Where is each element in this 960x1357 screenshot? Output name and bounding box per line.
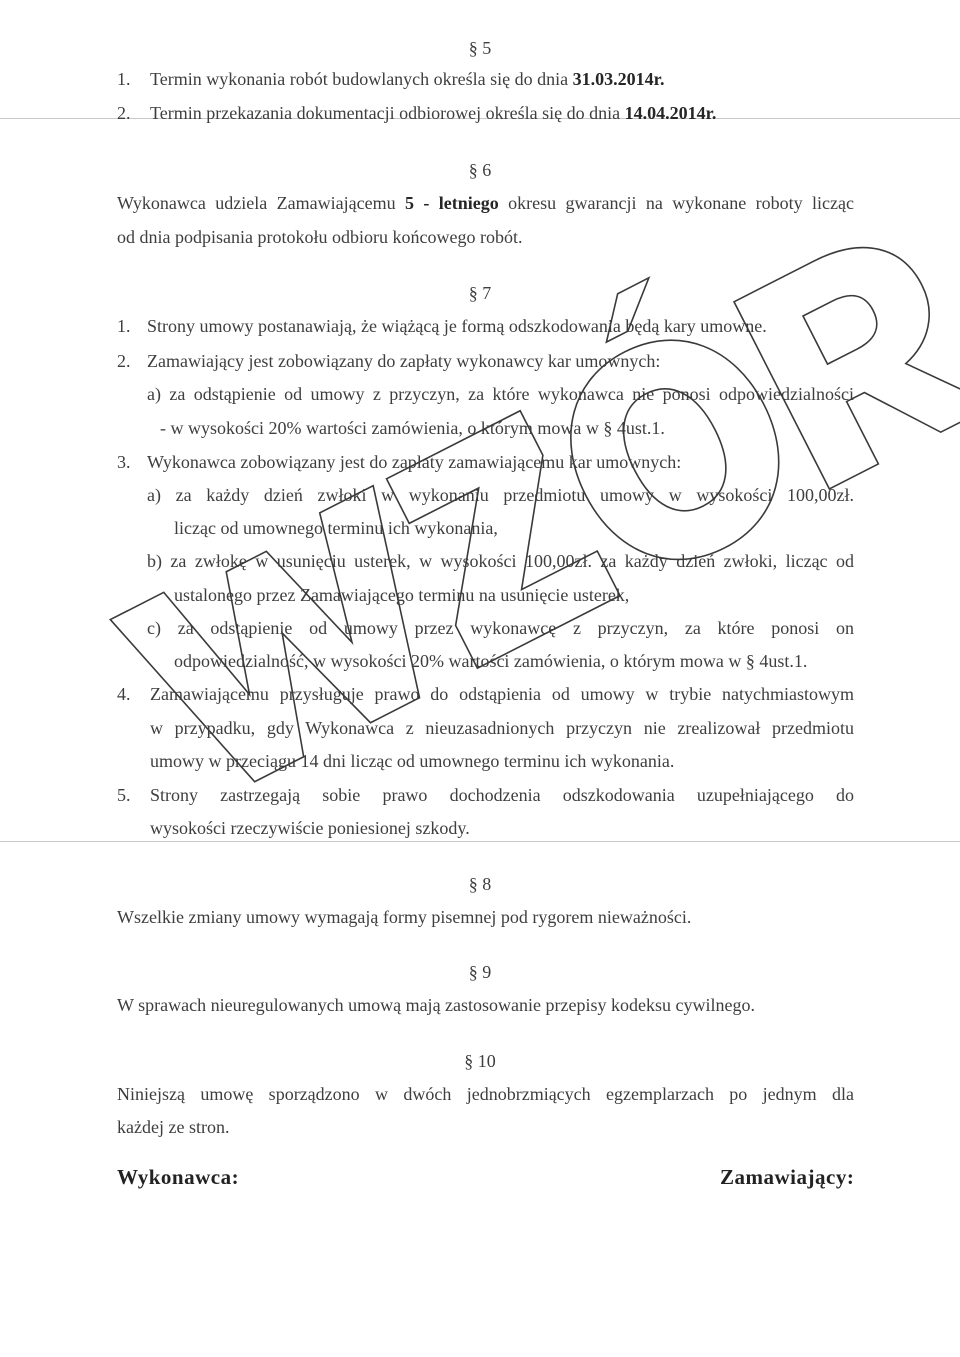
section-8-heading: § 8 [468, 874, 492, 894]
section-7-item-4-line-1: Zamawiającemu przysługuje prawo do odstąpienia od umowy w trybie natychmiastowym [150, 684, 854, 704]
section-7-item-3b-line-2: ustalonego przez Zamawiającego terminu na usunięcie usterek, [174, 585, 630, 605]
watermark-letter-z [382, 408, 620, 668]
section-10-line-2: każdej ze stron. [117, 1117, 230, 1137]
contractor-signature-label: Wykonawca: [117, 1165, 240, 1189]
section-7-heading: § 7 [468, 283, 492, 303]
section-7-item-3: Wykonawca zobowiązany jest do zapłaty zamawiającemu kar umownych: [147, 452, 682, 472]
section-10-heading: § 10 [464, 1051, 496, 1071]
section-6-heading: § 6 [468, 160, 492, 180]
client-signature-label: Zamawiający: [720, 1165, 855, 1189]
watermark-accent [589, 278, 666, 342]
watermark-letter-r [734, 218, 960, 489]
section-7-item-3b-line-1: b) za zwłokę w usunięciu usterek, w wysokości 100,00zł. za każdy dzień zwłoki, licząc od [147, 551, 854, 571]
section-5-item-1: Termin wykonania robót budowlanych określa się do dnia 31.03.2014r. [150, 69, 665, 89]
section-7-item-4-number: 4. [117, 684, 131, 704]
section-5-item-1-number: 1. [117, 69, 131, 89]
section-5-item-2: Termin przekazania dokumentacji odbiorowej określa się do dnia 14.04.2014r. [150, 103, 717, 123]
section-7-item-3a-line-2: licząc od umownego terminu ich wykonania, [174, 518, 498, 538]
warranty-period: 5 - letniego [404, 193, 499, 213]
section-7-item-5-line-1: Strony zastrzegają sobie prawo dochodzenia odszkodowania uzupełniającego do [150, 785, 854, 805]
deadline-documentation-date: 14.04.2014r. [624, 103, 717, 123]
section-7-item-5-number: 5. [117, 785, 131, 805]
section-7-item-4-line-2: w przypadku, gdy Wykonawca z nieuzasadnionych przyczyn nie zrealizował przedmiotu [150, 718, 854, 738]
section-7-item-2a-continued: - w wysokości 20% wartości zamówienia, o którym mowa w § 4ust.1. [160, 418, 665, 438]
section-7-item-5-line-2: wysokości rzeczywiście poniesionej szkody. [150, 818, 470, 838]
section-6-line-2: od dnia podpisania protokołu odbioru końcowego robót. [117, 227, 523, 247]
watermark-letter-w [110, 486, 468, 807]
section-7-item-2: Zamawiający jest zobowiązany do zapłaty wykonawcy kar umownych: [147, 351, 661, 371]
section-10-line-1: Niniejszą umowę sporządzono w dwóch jednobrzmiących egzemplarzach po jednym dla [117, 1084, 854, 1104]
section-8-text: Wszelkie zmiany umowy wymagają formy pisemnej pod rygorem nieważności. [117, 907, 692, 927]
section-7-item-1-number: 1. [117, 316, 131, 336]
section-7-item-3c-line-1: c) za odstąpienie od umowy przez wykonawcę z przyczyn, za które ponosi on [147, 618, 854, 638]
section-7-item-2-number: 2. [117, 351, 131, 371]
section-7-item-3c-line-2: odpowiedzialność, w wysokości 20% wartości zamówienia, o którym mowa w § 4ust.1. [174, 651, 808, 671]
section-7-item-2a: a) za odstąpienie od umowy z przyczyn, za które wykonawca nie ponosi odpowiedzialności [147, 384, 854, 404]
section-7-item-4-line-3: umowy w przeciągu 14 dni licząc od umownego terminu ich wykonania. [150, 751, 675, 771]
section-7-item-3-number: 3. [117, 452, 131, 472]
section-7-item-3a-line-1: a) za każdy dzień zwłoki w wykonaniu przedmiotu umowy w wysokości 100,00zł. [147, 485, 854, 505]
section-5-heading: § 5 [468, 38, 492, 58]
section-7-item-1: Strony umowy postanawiają, że wiążącą je formą odszkodowania będą kary umowne. [147, 316, 767, 336]
section-9-text: W sprawach nieuregulowanych umową mają zastosowanie przepisy kodeksu cywilnego. [117, 995, 755, 1015]
section-5-item-2-number: 2. [117, 103, 131, 123]
section-6-line-1: Wykonawca udziela Zamawiającemu 5 - letniego okresu gwarancji na wykonane roboty licząc [117, 193, 854, 213]
deadline-works-date: 31.03.2014r. [572, 69, 665, 89]
watermark-letter-o [536, 306, 814, 593]
section-9-heading: § 9 [468, 962, 492, 982]
